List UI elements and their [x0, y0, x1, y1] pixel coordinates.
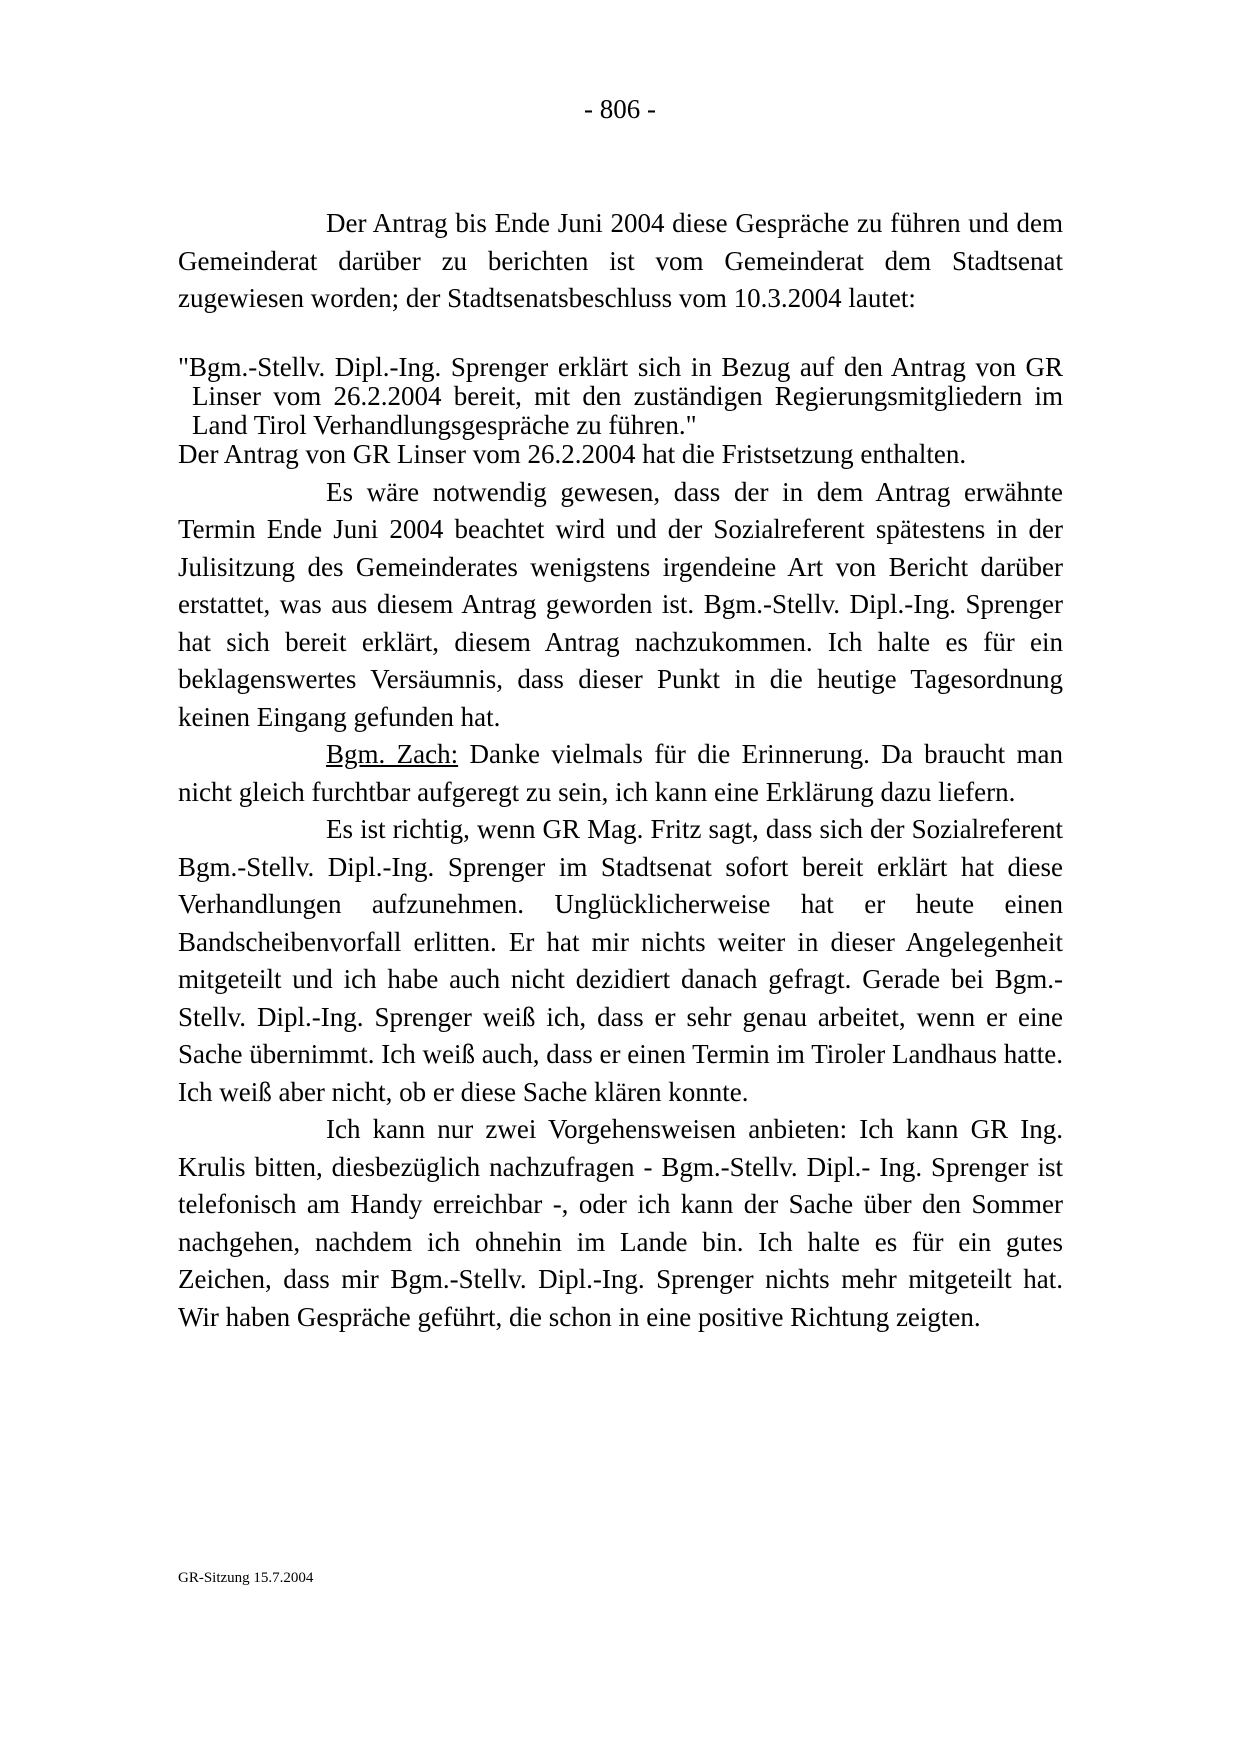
paragraph-5: Ich kann nur zwei Vorgehensweisen anbieten: Ich kann GR Ing. Krulis bitten, diesbezüglich nachzufragen - Bgm.-Stellv. Dipl.- Ing. Sprenger ist telefonisch am Handy erreichbar -, oder ich kann der Sache über den Sommer nachgehen, nachdem ich ohnehin im Lande bin. Ich halte es für ein gutes Zeichen, dass mir Bgm.-Stellv. Dipl.-Ing. Sprenger nichts mehr mitgeteilt hat. Wir haben Gespräche geführt, die schon in eine positive Richtung zeigten.	[178, 1114, 1063, 1332]
main-section	[178, 436, 1063, 1336]
intro-paragraph: Der Antrag bis Ende Juni 2004 diese Gespräche zu führen und dem Gemeinderat darüber zu berichten ist vom Gemeinderat dem Stadtsenat zugewiesen worden; der Stadtsenatsbeschluss vom 10.3.2004 lautet:	[178, 208, 1063, 313]
page-number: - 806 -	[584, 94, 656, 124]
footer-session: GR-Sitzung 15.7.2004	[178, 1570, 314, 1586]
intro-section	[178, 205, 1063, 318]
paragraph-4: Es ist richtig, wenn GR Mag. Fritz sagt, dass sich der Sozialreferent Bgm.-Stellv. Dipl.-Ing. Sprenger im Stadtsenat sofort bereit erklärt hat diese Verhandlungen aufzunehmen. Unglücklicherweise hat er heute einen Bandscheibenvorfall erlitten. Er hat mir nichts weiter in dieser Angelegenheit mitgeteilt und ich habe auch nicht dezidiert danach gefragt. Gerade bei Bgm.-Stellv. Dipl.-Ing. Sprenger weiß ich, dass er sehr genau arbeitet, wenn er eine Sache übernimmt. Ich weiß auch, dass er einen Termin im Tiroler Landhaus hatte. Ich weiß aber nicht, ob er diese Sache klären konnte.	[178, 814, 1063, 1107]
quote-text: "Bgm.-Stellv. Dipl.-Ing. Sprenger erklärt sich in Bezug auf den Antrag von GR Linser vom 26.2.2004 bereit, mit den zuständigen Regierungsmitgliedern im Land Tirol Verhandlungsgespräche zu führen."	[178, 352, 1063, 440]
paragraph-1: Der Antrag von GR Linser vom 26.2.2004 hat die Fristsetzung enthalten.	[178, 439, 967, 469]
paragraph-3-text: Danke vielmals für die Erinnerung. Da braucht man nicht gleich furchtbar aufgeregt zu sein, ich kann eine Erklärung dazu liefern.	[178, 739, 1063, 807]
paragraph-3	[178, 736, 1063, 811]
speaker-label: Bgm. Zach:	[326, 739, 459, 769]
paragraph-2: Es wäre notwendig gewesen, dass der in dem Antrag erwähnte Termin Ende Juni 2004 beachtet wird und der Sozialreferent spätestens in der Julisitzung des Gemeinderates wenigstens irgendeine Art von Bericht darüber erstattet, was aus diesem Antrag geworden ist. Bgm.-Stellv. Dipl.-Ing. Sprenger hat sich bereit erklärt, diesem Antrag nachzukommen. Ich halte es für ein beklagenswertes Versäumnis, dass dieser Punkt in die heutige Tagesordnung keinen Eingang gefunden hat.	[178, 476, 1063, 732]
quote-block	[178, 353, 1063, 440]
